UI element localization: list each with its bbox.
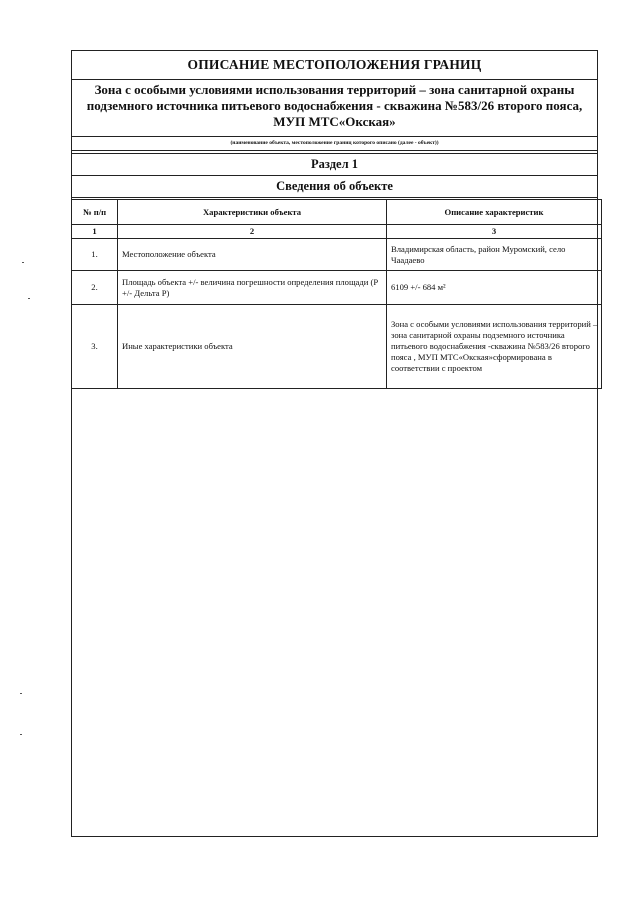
row-description: Зона с особыми условиями использования территорий – зона санитарной охраны подземного источника питьевого водоснабжения -скважина №583/26 второго пояса , МУП МТС«Окская»сформирована в соответствии с проектом <box>387 305 602 389</box>
column-header-characteristic: Характеристики объекта <box>118 200 387 225</box>
table-header-row <box>72 200 602 225</box>
scan-speck <box>20 734 22 735</box>
row-characteristic: Площадь объекта +/- величина погрешности определения площади (Р +/- Дельта Р) <box>118 271 387 305</box>
scan-speck <box>20 693 22 694</box>
section-subtitle: Сведения об объекте <box>71 176 598 198</box>
column-index-1: 1 <box>72 225 118 239</box>
table-index-row <box>72 225 602 239</box>
table-row <box>72 271 602 305</box>
column-header-description: Описание характеристик <box>387 200 602 225</box>
row-number: 2. <box>72 271 118 305</box>
row-description: 6109 +/- 684 м² <box>387 271 602 305</box>
row-characteristic: Иные характеристики объекта <box>118 305 387 389</box>
row-description: Владимирская область, район Муромский, село Чаадаево <box>387 239 602 271</box>
object-name-note: (наименование объекта, местоположение границ которого описано (далее - объект)) <box>71 136 598 151</box>
row-number: 1. <box>72 239 118 271</box>
row-characteristic: Местоположение объекта <box>118 239 387 271</box>
row-number: 3. <box>72 305 118 389</box>
column-index-3: 3 <box>387 225 602 239</box>
object-name: Зона с особыми условиями использования территорий – зона санитарной охраны подземного источника питьевого водоснабжения - скважина №583/26 второго пояса, МУП МТС«Окская» <box>71 79 598 136</box>
table-row <box>72 239 602 271</box>
object-info-table <box>71 199 602 389</box>
column-index-2: 2 <box>118 225 387 239</box>
column-header-number: № п/п <box>72 200 118 225</box>
scan-speck <box>28 298 30 299</box>
section-title: Раздел 1 <box>71 153 598 176</box>
table-row <box>72 305 602 389</box>
document-title: ОПИСАНИЕ МЕСТОПОЛОЖЕНИЯ ГРАНИЦ <box>71 50 598 80</box>
scan-speck <box>22 262 24 263</box>
